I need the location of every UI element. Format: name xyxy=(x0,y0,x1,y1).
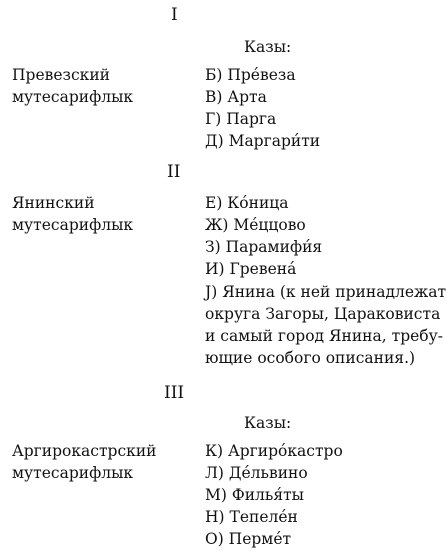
list-item: З) Парамифи́я xyxy=(205,238,323,256)
note-line: ющие особого описания.) xyxy=(205,349,416,367)
section-3-kazy-label: Казы: xyxy=(244,414,292,432)
list-item: М) Филья́ты xyxy=(205,486,305,504)
list-item: Л) Де́львино xyxy=(205,464,308,482)
list-item: Е) Ко́ница xyxy=(205,194,289,212)
section-1-kazy-label: Казы: xyxy=(244,38,292,56)
list-item: В) Арта xyxy=(205,88,267,106)
list-item: Б) Пре́веза xyxy=(205,66,296,84)
list-item: Ж) Ме́ццово xyxy=(205,216,306,234)
list-item: И) Гревена́ xyxy=(205,260,297,278)
list-item: К) Аргиро́кастро xyxy=(205,442,343,460)
note-line: округа Загоры, Цараковиста xyxy=(205,305,441,323)
section-3-name-line-1: Аргирокастрский xyxy=(12,442,157,460)
section-2-numeral: II xyxy=(167,162,181,182)
list-item: Н) Тепеле́н xyxy=(205,508,298,526)
note-line: и самый город Янина, требу- xyxy=(205,327,443,345)
note-line: J) Янина (к ней принадлежат xyxy=(205,283,447,301)
list-item: Д) Маргари́ти xyxy=(205,132,321,150)
list-item: О) Перме́т xyxy=(205,530,292,548)
section-1-name-line-1: Превезский xyxy=(12,66,110,84)
section-2-name-line-1: Янинский xyxy=(12,194,95,212)
section-1-numeral: I xyxy=(171,5,178,25)
section-3-numeral: III xyxy=(164,383,185,403)
section-3-name-line-2: мутесарифлык xyxy=(12,464,134,482)
section-2-name-line-2: мутесарифлык xyxy=(12,216,134,234)
list-item: Г) Парга xyxy=(205,110,277,128)
section-1-name-line-2: мутесарифлык xyxy=(12,88,134,106)
